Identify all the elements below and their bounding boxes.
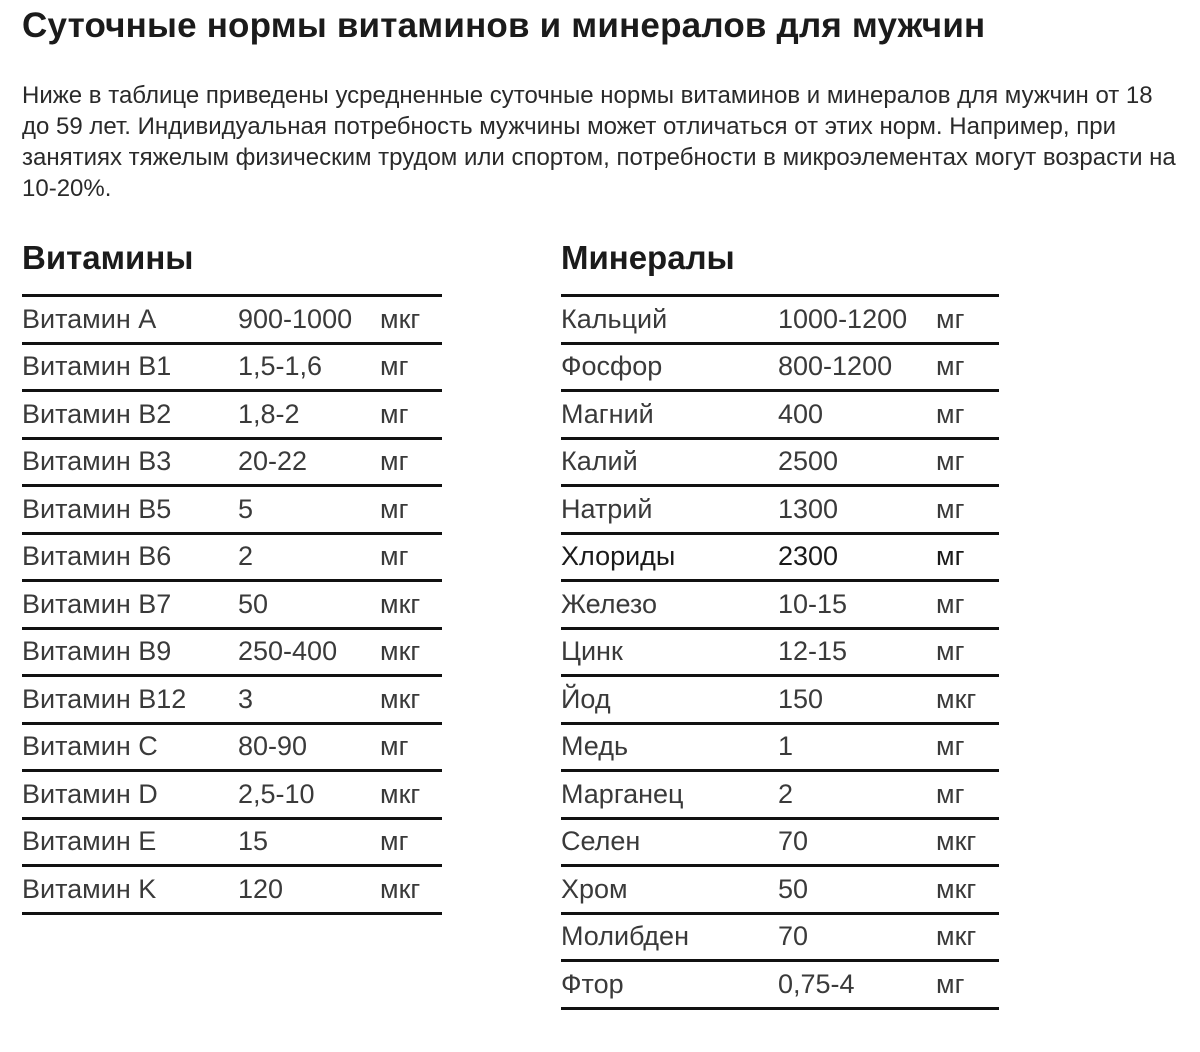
mineral-value: 2 — [778, 778, 794, 809]
table-row — [561, 962, 999, 1010]
vitamin-name: Витамин B3 — [22, 446, 172, 477]
table-row — [561, 582, 999, 630]
vitamin-value: 5 — [238, 493, 254, 524]
vitamin-name: Витамин B2 — [22, 398, 172, 429]
mineral-value: 12-15 — [778, 636, 848, 667]
table-row — [561, 392, 999, 440]
vitamin-unit: мкг — [380, 636, 421, 667]
vitamins-title: Витамины — [22, 239, 194, 276]
mineral-unit: мг — [936, 351, 965, 382]
vitamin-unit: мкг — [380, 778, 421, 809]
vitamin-value: 3 — [238, 683, 254, 714]
table-row — [22, 487, 442, 535]
table-row — [561, 725, 999, 773]
mineral-unit: мкг — [936, 683, 977, 714]
vitamin-value: 900-1000 — [238, 303, 353, 334]
vitamin-name: Витамин B9 — [22, 636, 172, 667]
table-row — [22, 725, 442, 773]
table-row — [561, 677, 999, 725]
vitamin-unit: мкг — [380, 303, 421, 334]
table-row — [22, 630, 442, 678]
vitamin-name: Витамин B6 — [22, 541, 172, 572]
table-row — [561, 820, 999, 868]
vitamin-name: Витамин B7 — [22, 588, 172, 619]
mineral-unit: мг — [936, 588, 965, 619]
vitamin-unit: мг — [380, 826, 409, 857]
table-row — [22, 867, 442, 915]
vitamin-unit: мг — [380, 446, 409, 477]
minerals-title: Минералы — [561, 239, 735, 276]
mineral-unit: мг — [936, 636, 965, 667]
table-row — [561, 487, 999, 535]
table-row — [22, 772, 442, 820]
mineral-value: 800-1200 — [778, 351, 893, 382]
table-row — [561, 535, 999, 583]
vitamin-value: 15 — [238, 826, 269, 857]
vitamin-name: Витамин B12 — [22, 683, 187, 714]
vitamin-name: Витамин K — [22, 873, 157, 904]
mineral-name: Йод — [561, 683, 611, 714]
vitamin-value: 20-22 — [238, 446, 308, 477]
mineral-name: Магний — [561, 398, 654, 429]
mineral-value: 50 — [778, 873, 809, 904]
table-row — [22, 677, 442, 725]
table-row — [22, 392, 442, 440]
vitamin-name: Витамин D — [22, 778, 158, 809]
mineral-name: Молибден — [561, 921, 689, 952]
vitamin-unit: мг — [380, 731, 409, 762]
vitamin-unit: мг — [380, 351, 409, 382]
mineral-value: 2500 — [778, 446, 839, 477]
table-row — [561, 630, 999, 678]
vitamin-value: 50 — [238, 588, 269, 619]
mineral-name: Медь — [561, 731, 629, 762]
vitamin-unit: мг — [380, 398, 409, 429]
mineral-name: Марганец — [561, 778, 684, 809]
table-row — [22, 535, 442, 583]
vitamins-table — [22, 294, 442, 915]
vitamin-value: 2,5-10 — [238, 778, 315, 809]
mineral-name: Цинк — [561, 636, 623, 667]
mineral-unit: мг — [936, 968, 965, 999]
vitamin-unit: мг — [380, 493, 409, 524]
mineral-name: Хром — [561, 873, 628, 904]
mineral-name: Калий — [561, 446, 638, 477]
vitamins-section — [22, 232, 442, 915]
vitamin-value: 2 — [238, 541, 254, 572]
mineral-unit: мг — [936, 541, 965, 572]
table-row — [561, 867, 999, 915]
mineral-value: 10-15 — [778, 588, 848, 619]
mineral-value: 1 — [778, 731, 794, 762]
mineral-unit: мг — [936, 303, 965, 334]
vitamin-value: 80-90 — [238, 731, 308, 762]
vitamin-value: 250-400 — [238, 636, 338, 667]
mineral-value: 0,75-4 — [778, 968, 855, 999]
vitamin-value: 1,5-1,6 — [238, 351, 323, 382]
page-title: Суточные нормы витаминов и минералов для мужчин — [22, 6, 986, 45]
table-row — [22, 820, 442, 868]
vitamin-name: Витамин А — [22, 303, 157, 334]
vitamin-name: Витамин B1 — [22, 351, 172, 382]
table-row — [22, 345, 442, 393]
mineral-value: 70 — [778, 826, 809, 857]
table-row — [561, 345, 999, 393]
mineral-value: 1000-1200 — [778, 303, 908, 334]
table-row — [22, 440, 442, 488]
mineral-name: Кальций — [561, 303, 668, 334]
table-row — [561, 772, 999, 820]
vitamin-unit: мкг — [380, 588, 421, 619]
mineral-name: Железо — [561, 588, 657, 619]
mineral-value: 400 — [778, 398, 824, 429]
mineral-unit: мг — [936, 778, 965, 809]
minerals-table — [561, 294, 999, 1010]
table-row — [22, 582, 442, 630]
mineral-unit: мг — [936, 493, 965, 524]
mineral-unit: мг — [936, 398, 965, 429]
mineral-name: Хлориды — [561, 541, 676, 572]
mineral-value: 1300 — [778, 493, 839, 524]
minerals-section — [561, 232, 999, 1010]
vitamin-unit: мкг — [380, 683, 421, 714]
table-row — [561, 915, 999, 963]
mineral-unit: мг — [936, 731, 965, 762]
vitamin-name: Витамин C — [22, 731, 158, 762]
mineral-value: 2300 — [778, 541, 839, 572]
mineral-name: Фосфор — [561, 351, 663, 382]
vitamin-name: Витамин E — [22, 826, 157, 857]
vitamin-value: 1,8-2 — [238, 398, 300, 429]
mineral-unit: мкг — [936, 873, 977, 904]
mineral-unit: мкг — [936, 826, 977, 857]
mineral-name: Селен — [561, 826, 641, 857]
mineral-unit: мкг — [936, 921, 977, 952]
vitamin-unit: мг — [380, 541, 409, 572]
vitamin-value: 120 — [238, 873, 284, 904]
mineral-value: 70 — [778, 921, 809, 952]
table-row — [561, 297, 999, 345]
table-row — [561, 440, 999, 488]
mineral-name: Натрий — [561, 493, 653, 524]
mineral-unit: мг — [936, 446, 965, 477]
mineral-value: 150 — [778, 683, 824, 714]
vitamin-name: Витамин B5 — [22, 493, 172, 524]
vitamin-unit: мкг — [380, 873, 421, 904]
table-row — [22, 297, 442, 345]
mineral-name: Фтор — [561, 968, 624, 999]
intro-paragraph: Ниже в таблице приведены усредненные суточные нормы витаминов и минералов для мужчин от 18 до 59 лет. Индивидуальная потребность мужчины может отличаться от этих норм. Например, при занятиях тяжелым физическим трудом или спортом, потребности в микроэлементах могут возрасти на 10-20%. — [22, 82, 1176, 202]
